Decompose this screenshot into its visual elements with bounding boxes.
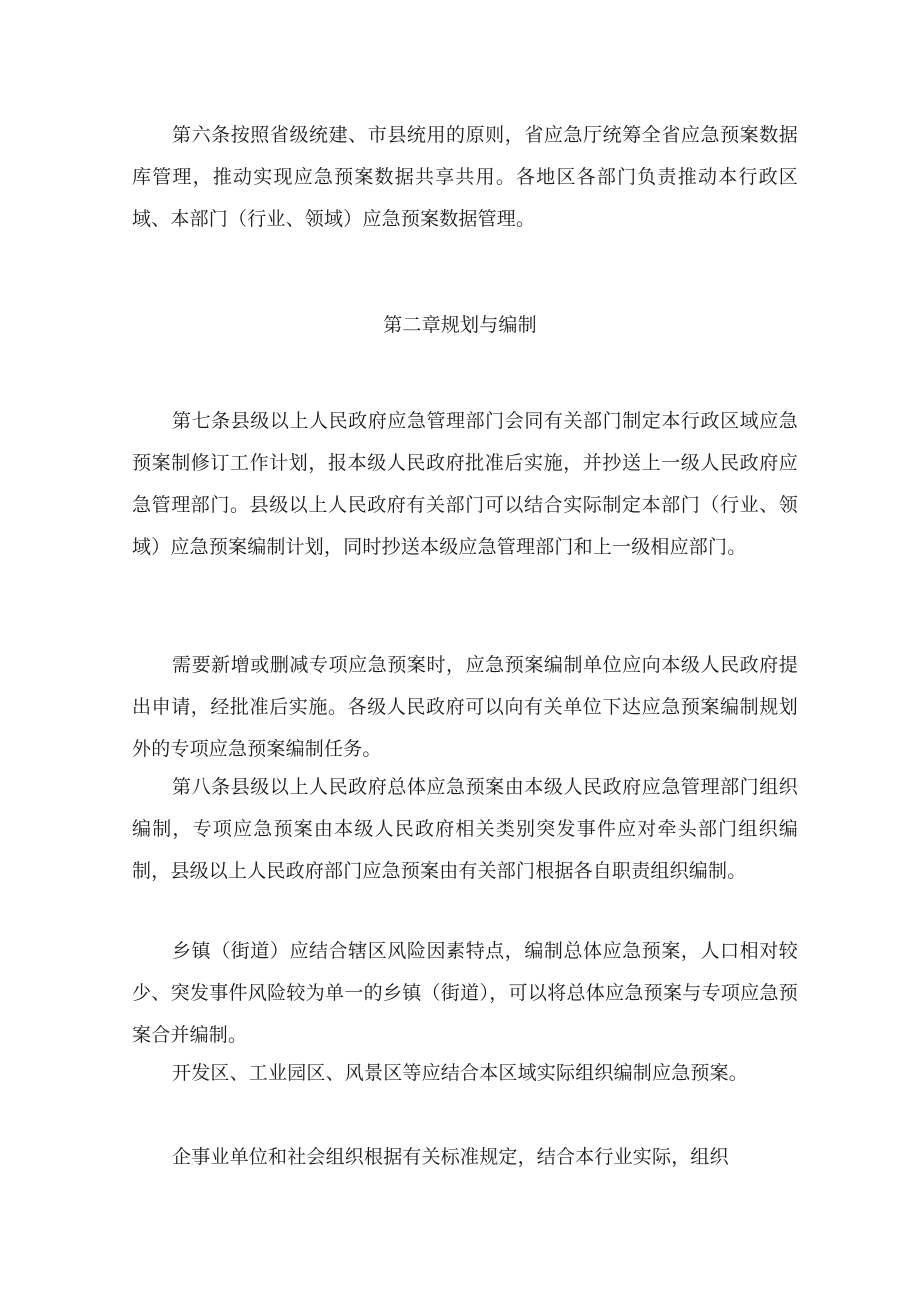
township-plan-paragraph: 乡镇（街道）应结合辖区风险因素特点，编制总体应急预案，人口相对较少、突发事件风险较为单一的乡镇（街道），可以将总体应急预案与专项应急预案合并编制。	[132, 940, 798, 1046]
special-plan-adjustment-paragraph: 需要新增或删减专项应急预案时，应急预案编制单位应向本级人民政府提出申请，经批准后实施。各级人民政府可以向有关单位下达应急预案编制规划外的专项应急预案编制任务。	[132, 654, 798, 760]
article-6-paragraph: 第六条按照省级统建、市县统用的原则，省应急厅统筹全省应急预案数据库管理，推动实现应急预案数据共享共用。各地区各部门负责推动本行政区域、本部门（行业、领域）应急预案数据管理。	[132, 124, 798, 230]
development-zone-paragraph: 开发区、工业园区、风景区等应结合本区域实际组织编制应急预案。	[172, 1062, 749, 1084]
chapter-heading: 第二章规划与编制	[383, 314, 537, 336]
article-7-paragraph: 第七条县级以上人民政府应急管理部门会同有关部门制定本行政区域应急预案制修订工作计划，报本级人民政府批准后实施，并抄送上一级人民政府应急管理部门。县级以上人民政府有关部门可以结合实际制定本部门（行业、领域）应急预案编制计划，同时抄送本级应急管理部门和上一级相应部门。	[132, 410, 798, 558]
enterprise-plan-paragraph: 企事业单位和社会组织根据有关标准规定，结合本行业实际，组织	[172, 1146, 729, 1168]
article-8-paragraph: 第八条县级以上人民政府总体应急预案由本级人民政府应急管理部门组织编制，专项应急预案由本级人民政府相关类别突发事件应对牵头部门组织编制，县级以上人民政府部门应急预案由有关部门根据各自职责组织编制。	[132, 776, 798, 882]
